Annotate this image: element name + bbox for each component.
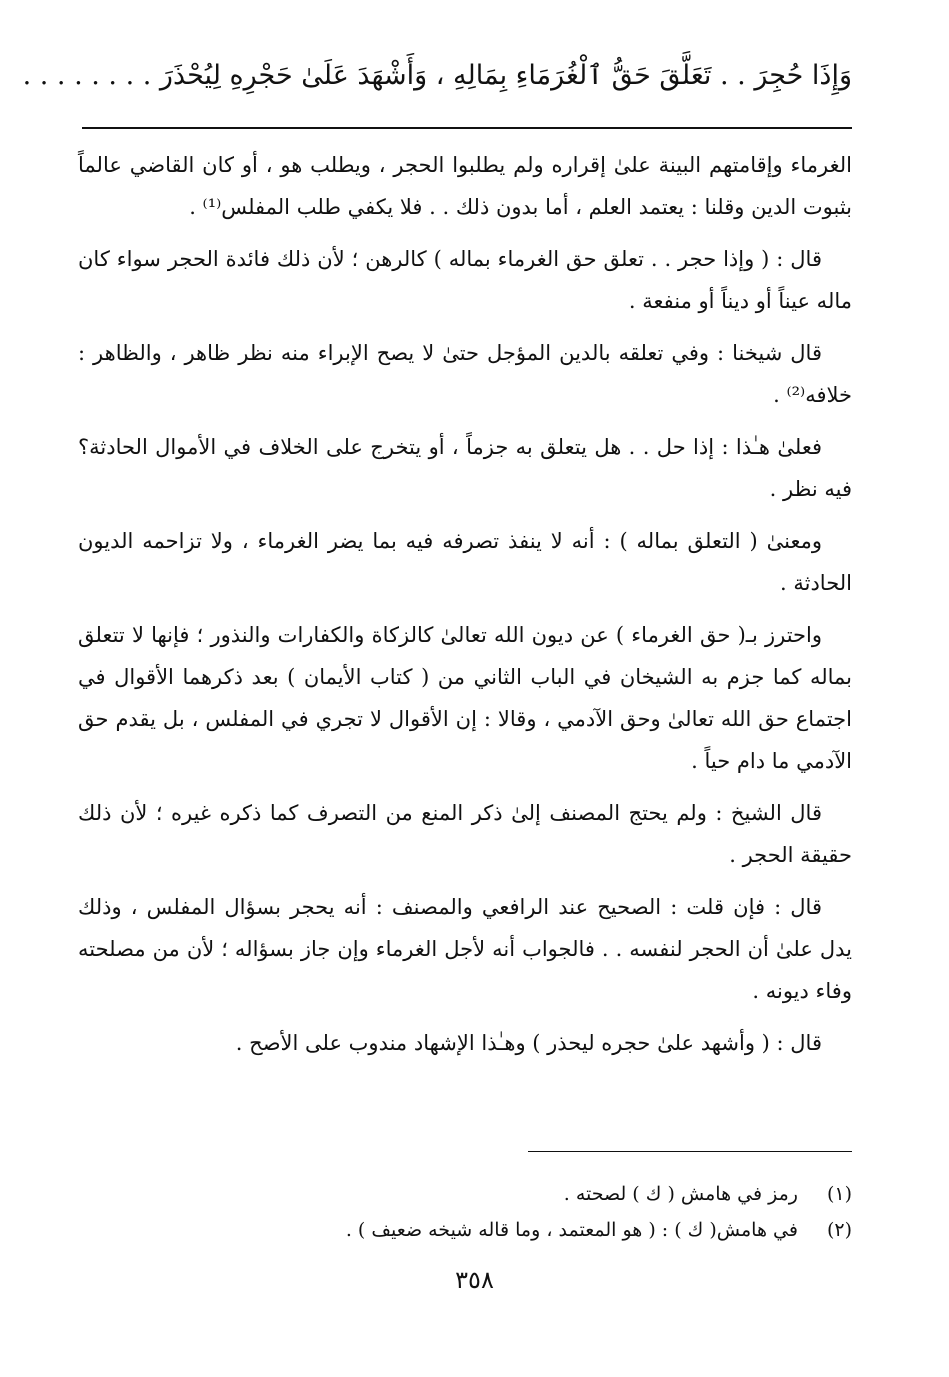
paragraph: فعلىٰ هـٰذا : إذا حل . . هل يتعلق به جزماً ، أو يتخرج على الخلاف في الأموال الحادثة؟ فيه نظر . xyxy=(78,435,852,501)
running-header: وَإِذَا حُجِرَ . . تَعَلَّقَ حَقُّ ٱلْغُرَمَاءِ بِمَالِهِ ، وَأَشْهَدَ عَلَىٰ حَجْرِهِ لِيُحْذَرَ . . . . . . . . xyxy=(22,60,852,91)
main-text xyxy=(78,144,852,1074)
paragraph: قال : ( وإذا حجر . . تعلق حق الغرماء بماله ) كالرهن ؛ لأن ذلك فائدة الحجر سواء كان ماله عيناً أو ديناً أو منفعة . xyxy=(78,247,852,313)
footnote-number: (٢) xyxy=(826,1219,852,1241)
page-number: ٣٥٨ xyxy=(455,1266,494,1294)
footnotes xyxy=(100,1176,852,1248)
paragraph: الغرماء وإقامتهم البينة علىٰ إقراره ولم يطلبوا الحجر ، ويطلب هو ، أو كان القاضي عالماً بثبوت الدين وقلنا : يعتمد العلم ، أما بدون ذلك . . فلا يكفي طلب المفلس⁽¹⁾ . xyxy=(78,153,852,219)
footnote-item xyxy=(100,1176,852,1212)
paragraph: واحترز بـ( حق الغرماء ) عن ديون الله تعالىٰ كالزكاة والكفارات والنذور ؛ فإنها لا تتعلق بماله كما جزم به الشيخان في الباب الثاني من ( كتاب الأيمان ) بعد ذكرهما الأقوال في اجتماع حق الله تعالىٰ وحق الآدمي ، وقالا : إن الأقوال لا تجري في المفلس ، بل يقدم حق الآدمي ما دام حياً . xyxy=(78,623,852,773)
footnote-text: في هامش( ك ) : ( هو المعتمد ، وما قاله شيخه ضعيف ) . xyxy=(345,1219,798,1241)
footnote-item xyxy=(100,1212,852,1248)
footnote-divider xyxy=(528,1151,852,1152)
paragraph: قال الشيخ : ولم يحتج المصنف إلىٰ ذكر المنع من التصرف كما ذكره غيره ؛ لأن ذلك حقيقة الحجر . xyxy=(78,801,852,867)
footnote-text: رمز في هامش ( ك ) لصحته . xyxy=(563,1183,798,1205)
footnote-number: (١) xyxy=(826,1183,852,1205)
header-divider xyxy=(82,127,852,129)
paragraph: قال : ( وأشهد علىٰ حجره ليحذر ) وهـٰذا الإشهاد مندوب على الأصح . xyxy=(235,1031,822,1055)
paragraph: قال : فإن قلت : الصحيح عند الرافعي والمصنف : أنه يحجر بسؤال المفلس ، وذلك يدل علىٰ أن الحجر لنفسه . . فالجواب أنه لأجل الغرماء وإن جاز بسؤاله ؛ لأن من مصلحته وفاء ديونه . xyxy=(78,895,852,1003)
paragraph: قال شيخنا : وفي تعلقه بالدين المؤجل حتىٰ لا يصح الإبراء منه نظر ظاهر ، والظاهر : خلافه⁽²⁾ . xyxy=(78,341,852,407)
paragraph: ومعنىٰ ( التعلق بماله ) : أنه لا ينفذ تصرفه فيه بما يضر الغرماء ، ولا تزاحمه الديون الحادثة . xyxy=(78,529,852,595)
